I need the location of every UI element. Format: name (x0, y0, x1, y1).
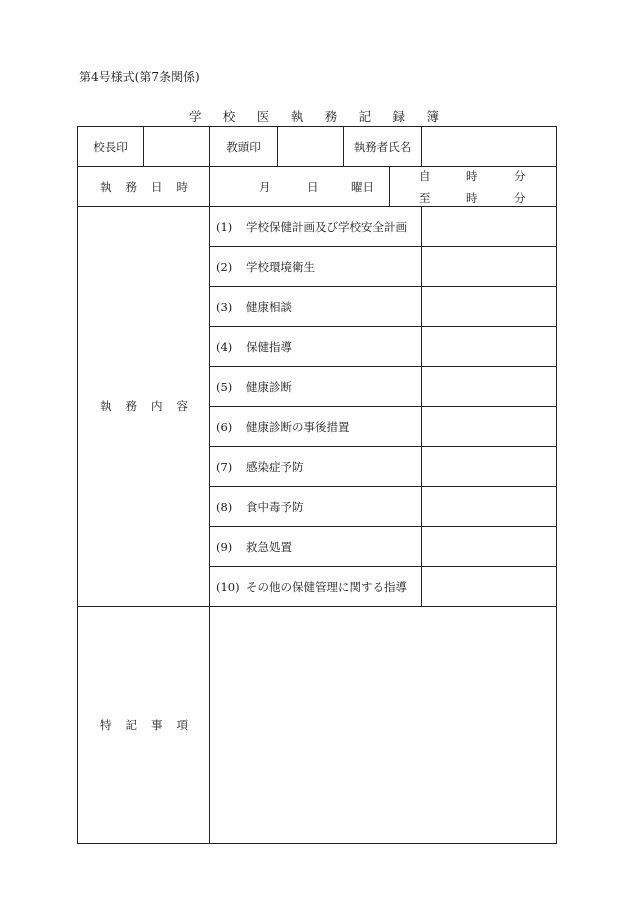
duty-item-label: 健康診断 (246, 379, 292, 394)
duty-item-number: (7) (216, 459, 233, 474)
duty-check-cell[interactable] (422, 527, 556, 566)
table-border-bottom (77, 843, 557, 844)
remarks-field[interactable] (210, 607, 556, 843)
label-char: 務 (125, 399, 137, 413)
title-char: 録 (392, 109, 406, 124)
form-caption: 第4号様式(第7条関係) (79, 70, 200, 84)
duty-item-number: (2) (216, 259, 233, 274)
duty-check-cell[interactable] (422, 567, 556, 606)
duty-item (216, 287, 421, 326)
duty-item-label: 保健指導 (246, 339, 292, 354)
duty-item (216, 487, 421, 526)
duty-item (216, 407, 421, 446)
duty-check-cell[interactable] (422, 247, 556, 286)
duty-item-label: 救急処置 (246, 539, 292, 554)
label-char: 特 (100, 718, 112, 732)
label-char: 執 (100, 399, 112, 413)
duty-check-cell[interactable] (422, 287, 556, 326)
principal-seal-box[interactable] (144, 127, 209, 166)
duty-item (216, 327, 421, 366)
duty-check-cell[interactable] (422, 447, 556, 486)
duty-item-label: 健康相談 (246, 299, 292, 314)
duty-item (216, 367, 421, 406)
minute-label: 分 (514, 169, 526, 183)
duty-item-label: 健康診断の事後措置 (246, 419, 350, 434)
duty-item-number: (1) (216, 219, 233, 234)
duty-item (216, 447, 421, 486)
duty-item-number: (9) (216, 539, 233, 554)
duty-item (216, 527, 421, 566)
datetime-label (100, 167, 188, 206)
time-field[interactable] (390, 167, 556, 206)
hour-label: 時 (466, 169, 478, 183)
label-char: 日 (151, 179, 163, 194)
duty-check-cell[interactable] (422, 327, 556, 366)
worker-name-label: 執務者氏名 (353, 139, 412, 154)
worker-name-field[interactable] (422, 127, 556, 166)
title-char: 簿 (426, 109, 439, 124)
document-title (189, 107, 439, 125)
title-char: 務 (324, 109, 338, 124)
duty-item-number: (6) (216, 419, 233, 434)
duty-item-number: (5) (216, 379, 233, 394)
duty-item-label: 感染症予防 (246, 459, 304, 474)
duty-item (216, 567, 421, 606)
table-border-left (77, 126, 78, 844)
duty-check-cell[interactable] (422, 207, 556, 246)
label-char: 容 (176, 399, 188, 413)
minute-label: 分 (514, 191, 526, 205)
month-label: 月 (259, 180, 271, 194)
label-char: 記 (125, 718, 137, 732)
vice-principal-seal-box[interactable] (278, 127, 343, 166)
duty-item-number: (10) (216, 579, 240, 594)
table-border-right (556, 126, 557, 844)
from-label: 自 (419, 169, 431, 183)
title-char: 執 (290, 109, 304, 124)
duty-item-number: (3) (216, 299, 233, 314)
label-char: 事 (151, 718, 163, 732)
duty-item-number: (8) (216, 499, 233, 514)
title-char: 校 (222, 109, 236, 124)
vice-principal-seal-label: 教頭印 (226, 139, 261, 154)
date-field[interactable] (210, 167, 389, 206)
duty-item-label: 学校保健計画及び学校安全計画 (246, 219, 407, 234)
duty-check-cell[interactable] (422, 407, 556, 446)
label-char: 内 (151, 399, 163, 413)
duty-item-label: 食中毒予防 (246, 499, 304, 514)
title-char: 記 (358, 109, 372, 124)
duty-item-label: 学校環境衛生 (246, 259, 315, 274)
label-char: 執 (100, 179, 112, 194)
title-char: 学 (189, 109, 202, 124)
duty-check-cell[interactable] (422, 487, 556, 526)
weekday-label: 曜日 (351, 180, 374, 194)
duties-label (100, 386, 188, 426)
label-char: 時 (176, 179, 188, 194)
duty-item (216, 207, 421, 246)
duty-item-label: その他の保健管理に関する指導 (246, 579, 407, 594)
label-char: 項 (176, 718, 188, 732)
duty-item (216, 247, 421, 286)
duty-check-cell[interactable] (422, 367, 556, 406)
title-char: 医 (256, 109, 270, 124)
principal-seal-label: 校長印 (93, 139, 128, 154)
remarks-label (100, 705, 188, 745)
day-label: 日 (307, 180, 319, 194)
duty-item-number: (4) (216, 339, 233, 354)
to-label: 至 (419, 191, 431, 205)
hour-label: 時 (466, 191, 478, 205)
label-char: 務 (125, 179, 137, 194)
